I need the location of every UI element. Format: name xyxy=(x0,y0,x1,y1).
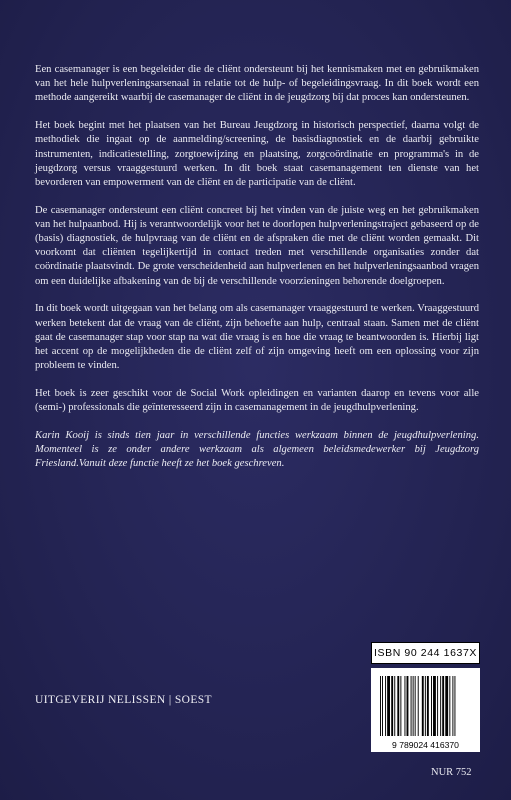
barcode-bar xyxy=(427,676,429,736)
barcode-bar xyxy=(449,676,450,736)
isbn-label: ISBN 90 244 1637X xyxy=(371,642,480,664)
barcode-bar xyxy=(445,676,448,736)
paragraph-role: De casemanager ondersteunt een cliënt concreet bij het vinden van de juiste weg en het gebruikmaken van het hulpaanbod. Hij is verantwoordelijk voor het te doorlopen hulpverleningstraject gebaseerd op de (basis) diagnostiek, de hulpvraag van de cliënt en de afspraken die met de cliënt worden gemaakt. Dit voorkomt dat cliënten tegelijkertijd in contact treden met verschillende organisaties zonder dat coördinatie plaatsvindt. De grote verscheidenheid aan hulpverlenen en het hulpverleningsaanbod vragen om een duidelijke afbakening van de bij de verschillende voorzieningen behorende doelgroepen. xyxy=(35,204,479,287)
barcode-icon xyxy=(371,668,480,752)
barcode-bar xyxy=(391,676,393,736)
paragraph-audience: Het boek is zeer geschikt voor de Social Work opleidingen en varianten daarop en tevens voor alle (semi-) professionals die geïnteresseerd zijn in casemanagement in de jeugdhulpverlening. xyxy=(35,387,479,414)
barcode-bar xyxy=(418,676,419,736)
barcode-bar xyxy=(440,676,441,736)
paragraph-demand-driven: In dit boek wordt uitgegaan van het belang om als casemanager vraaggestuurd te werken. Vraaggestuurd werken betekent dat de vraag van de cliënt, zijn behoefte aan hulp, centraal staan. Samen met de cliënt gaat de casemanager stap voor stap na wat die vraag is en hoe die vraag te beantwoorden is. Hierbij ligt het accent op de mogelijkheden die de cliënt zelf of zijn omgeving heeft om een oplossing voor zijn probleem te vinden. xyxy=(35,303,479,372)
barcode-bar xyxy=(442,676,444,736)
barcode-bar xyxy=(431,676,432,736)
barcode-bar xyxy=(387,676,390,736)
author-note: Karin Kooij is sinds tien jaar in verschillende functies werkzaam binnen de jeugdhulpverlening. Momenteel is ze onder andere werkzaam als algemeen beleidsmedewerker bij Jeugdzorg Friesland.Vanuit deze functie heeft ze het boek geschreven. xyxy=(35,429,479,470)
barcode-bar xyxy=(413,676,414,736)
barcode-bar xyxy=(397,676,399,736)
publisher-name: UITGEVERIJ NELISSEN | SOEST xyxy=(35,694,212,706)
barcode-bar xyxy=(380,676,381,736)
barcode-bar xyxy=(404,676,405,736)
barcode-bar xyxy=(407,676,409,736)
barcode-bar xyxy=(411,676,412,736)
barcode-bar xyxy=(385,676,386,736)
barcode-bar xyxy=(394,676,395,736)
paragraph-intro: Een casemanager is een begeleider die de cliënt ondersteunt bij het kennismaken met en gebruikmaken van het hele hulpverleningsarsenaal in relatie tot de hulp- of begeleidingsvraag. In dit boek wordt een methode aangereikt waarbij de casemanager de cliënt in de jeugdzorg bij dat proces kan ondersteunen. xyxy=(35,64,479,104)
barcode xyxy=(371,668,480,752)
barcode-bar xyxy=(382,676,383,736)
back-cover-text xyxy=(35,63,479,485)
barcode-bar xyxy=(415,676,416,736)
barcode-bar xyxy=(433,676,436,736)
barcode-bar xyxy=(454,676,455,736)
barcode-bar xyxy=(437,676,438,736)
barcode-bar xyxy=(452,676,453,736)
paragraph-structure: Het boek begint met het plaatsen van het Bureau Jeugdzorg in historisch perspectief, daarna volgt de methodiek die ingaat op de aanmelding/screening, de basisdiagnostiek en de daarbij gebruikte instrumenten, indicatiestelling, zorgtoewijzing en plaatsing, zorgcoördinatie en programma's in de jeugdzorg versus vraaggestuurd werken. In dit boek staat casemanagement ten dienste van het bevorderen van empowerment van de cliënt en de participatie van de cliënt. xyxy=(35,120,479,188)
barcode-bar xyxy=(400,676,401,736)
nur-code: NUR 752 xyxy=(431,767,472,778)
barcode-number: 9 789024 416370 xyxy=(392,740,459,750)
barcode-bar xyxy=(422,676,424,736)
barcode-bar xyxy=(425,676,426,736)
